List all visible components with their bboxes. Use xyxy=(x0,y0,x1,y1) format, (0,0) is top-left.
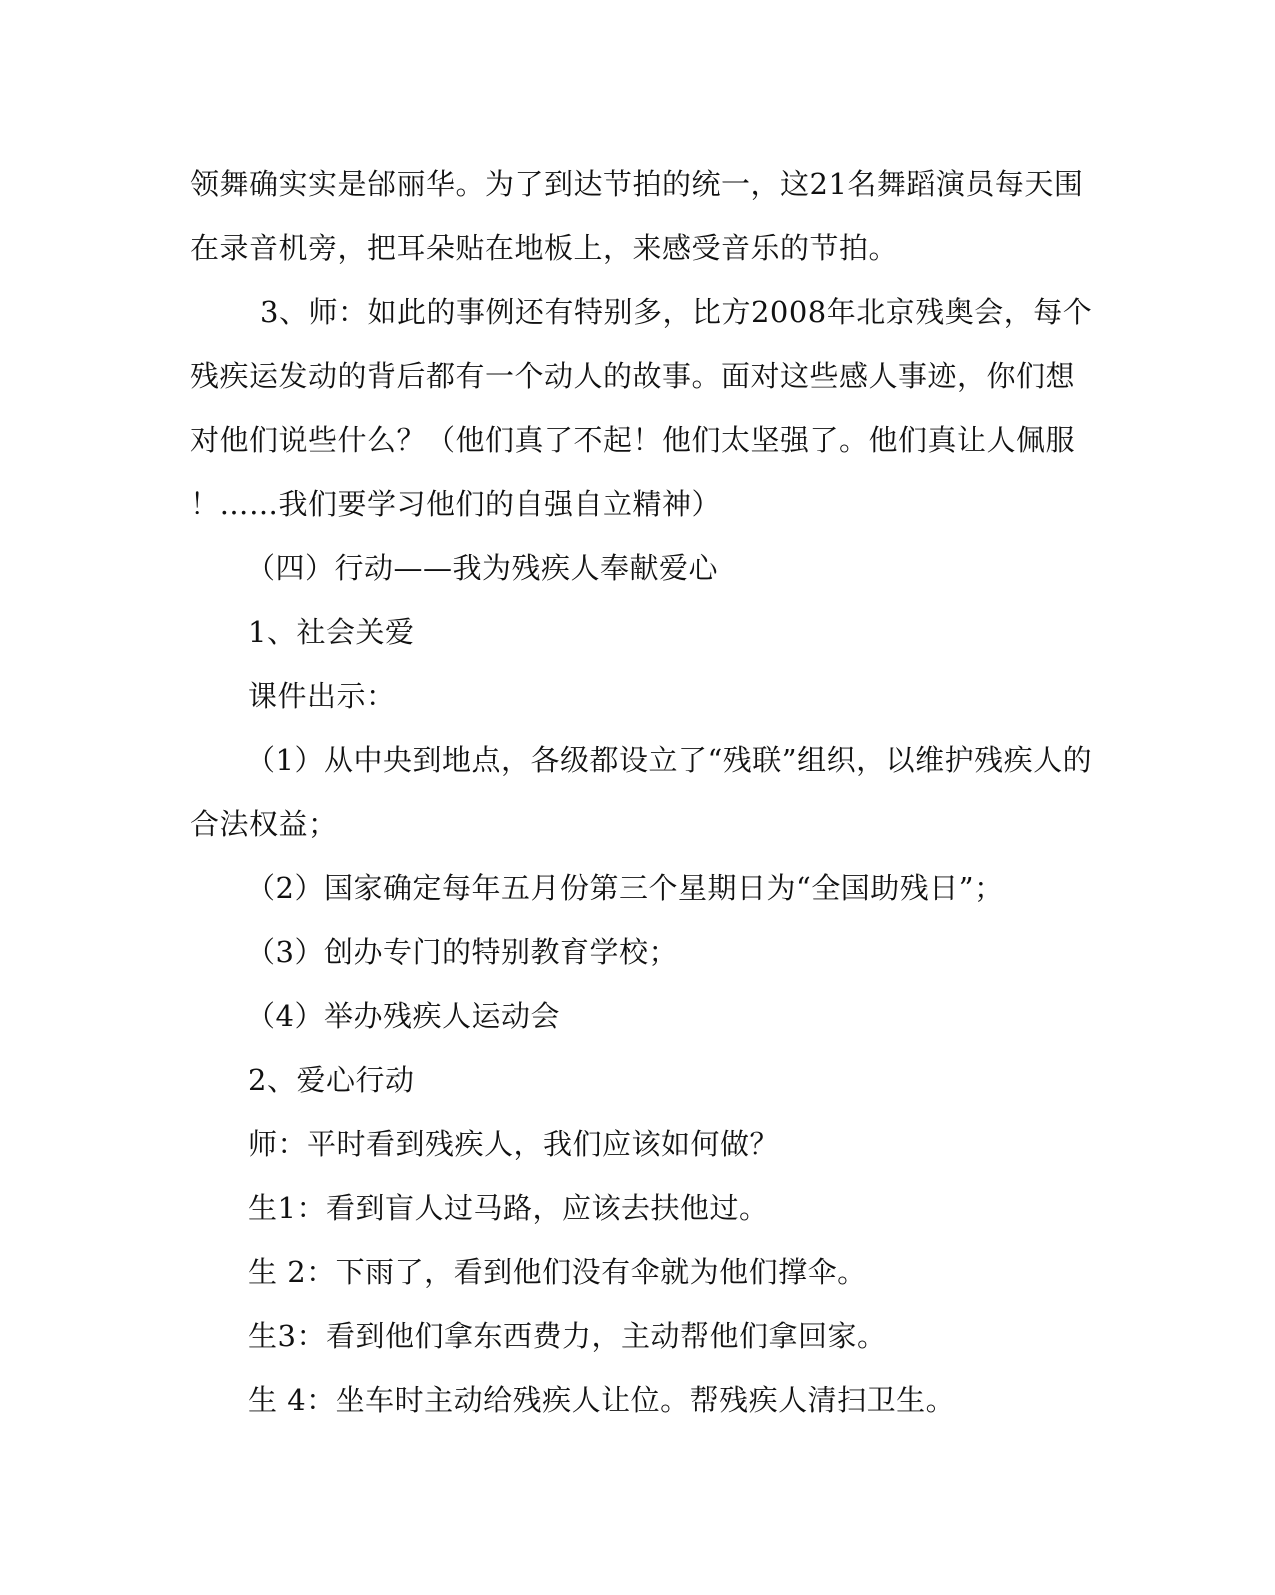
student-answer-3: 生3：看到他们拿东西费力，主动帮他们拿回家。 xyxy=(248,1319,887,1353)
list-item-3: （3）创办专门的特别教育学校； xyxy=(246,935,678,969)
list-item-4: （4）举办残疾人运动会 xyxy=(246,999,560,1033)
paragraph-line-5: 对他们说些什么？（他们真了不起！他们太坚强了。他们真让人佩服 xyxy=(190,423,1076,457)
teacher-question: 师：平时看到残疾人，我们应该如何做？ xyxy=(248,1127,780,1161)
paragraph-line-2: 在录音机旁，把耳朵贴在地板上，来感受音乐的节拍。 xyxy=(190,231,899,265)
subheading-social-care: 1、社会关爱 xyxy=(248,615,415,649)
list-item-2: （2）国家确定每年五月份第三个星期日为“全国助残日”； xyxy=(246,871,1004,905)
list-item-1-continued: 合法权益； xyxy=(190,807,338,841)
student-answer-1: 生1：看到盲人过马路，应该去扶他过。 xyxy=(248,1191,769,1225)
student-answer-2: 生 2：下雨了，看到他们没有伞就为他们撑伞。 xyxy=(248,1255,867,1289)
paragraph-line-3: 3、师：如此的事例还有特别多，比方2008年北京残奥会，每个 xyxy=(260,295,1093,329)
list-item-1: （1）从中央到地点，各级都设立了“残联”组织，以维护残疾人的 xyxy=(246,743,1093,777)
paragraph-line-4: 残疾运发动的背后都有一个动人的故事。面对这些感人事迹，你们想 xyxy=(190,359,1076,393)
subheading-love-action: 2、爱心行动 xyxy=(248,1063,415,1097)
paragraph-line-1: 领舞确实实是邰丽华。为了到达节拍的统一，这21名舞蹈演员每天围 xyxy=(190,167,1084,201)
student-answer-4: 生 4：坐车时主动给残疾人让位。帮残疾人清扫卫生。 xyxy=(248,1383,956,1417)
courseware-label: 课件出示： xyxy=(248,679,396,713)
section-heading-action: （四）行动——我为残疾人奉献爱心 xyxy=(246,551,719,585)
paragraph-line-6: ！……我们要学习他们的自强自立精神） xyxy=(190,487,722,521)
